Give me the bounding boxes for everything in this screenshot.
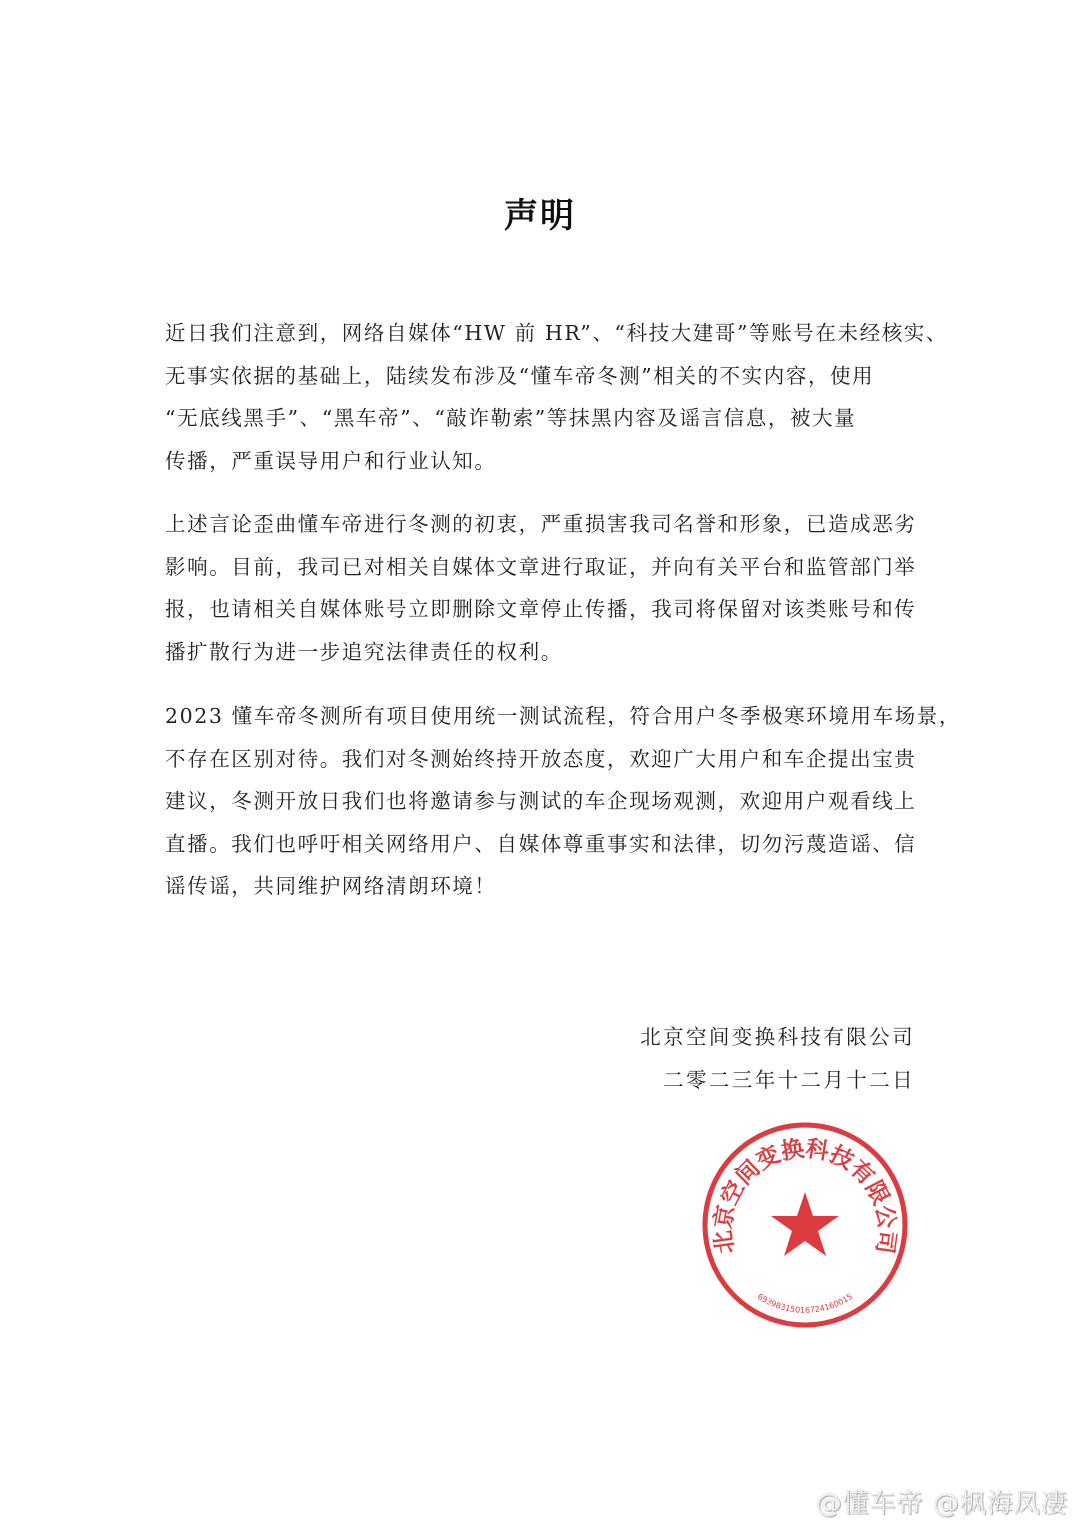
text-line: 近日我们注意到，网络自媒体“HW 前 HR”、“科技大建哥”等账号在未经核实、 (165, 321, 948, 345)
seal-number: 69398315016724160015 (755, 1291, 855, 1315)
signature-date: 二零二三年十二月十二日 (663, 1068, 915, 1092)
company-seal (700, 1120, 910, 1330)
paragraph-2 (165, 503, 916, 673)
signature-company: 北京空间变换科技有限公司 (640, 1025, 915, 1049)
seal-text: 北京空间变换科技有限公司 (710, 1135, 900, 1256)
text-line: 影响。目前，我司已对相关自媒体文章进行取证，并向有关平台和监管部门举 (165, 554, 917, 579)
text-line: 报，也请相关自媒体账号立即删除文章停止传播，我司将保留对该类账号和传 (165, 597, 917, 621)
text-line: 上述言论歪曲懂车帝进行冬测的初衷，严重损害我司名誉和形象，已造成恶劣 (165, 512, 917, 536)
text-line: 建议，冬测开放日我们也将邀请参与测试的车企现场观测，欢迎用户观看线上 (165, 789, 917, 813)
text-line: 直播。我们也呼吁相关网络用户、自媒体尊重事实和法律，切勿污蔑造谣、信 (165, 831, 917, 856)
text-line: “无底线黑手”、“黑车帝”、“敲诈勒索”等抹黑内容及谣言信息，被大量 (165, 406, 857, 430)
text-line: 谣传谣，共同维护网络清朗环境！ (165, 874, 497, 898)
paragraph-3 (165, 695, 961, 908)
watermark: @懂车帝 @枫海凤凄 (815, 1489, 1068, 1519)
text-line: 2023 懂车帝冬测所有项目使用统一测试流程，符合用户冬季极寒环境用车场景， (165, 704, 961, 728)
document-title: 声明 (504, 196, 576, 236)
text-line: 不存在区别对待。我们对冬测始终持开放态度，欢迎广大用户和车企提出宝贵 (165, 746, 917, 771)
text-line: 传播，严重误导用户和行业认知。 (165, 448, 497, 473)
paragraph-1 (165, 312, 948, 482)
text-line: 无事实依据的基础上，陆续发布涉及“懂车帝冬测”相关的不实内容，使用 (165, 363, 875, 388)
text-line: 播扩散行为进一步追究法律责任的权利。 (165, 639, 563, 664)
star-icon (771, 1192, 839, 1256)
